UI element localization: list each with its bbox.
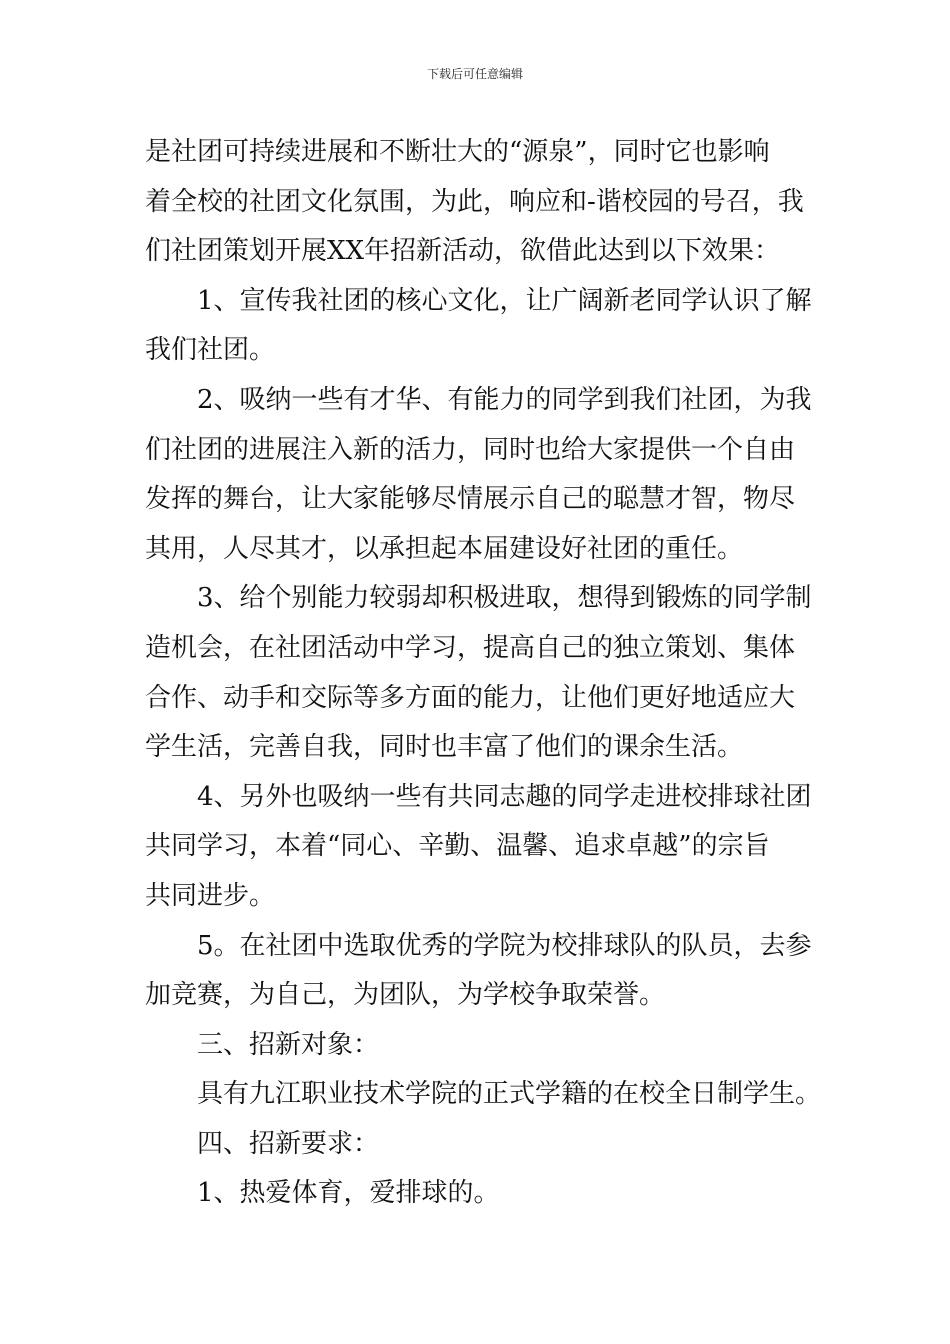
paragraph-start-line: 2、吸纳一些有才华、有能力的同学到我们社团，为我: [197, 384, 812, 415]
text-line: 共同进步。: [145, 880, 276, 911]
text-line: 们社团策划开展XX年招新活动，欲借此达到以下效果：: [145, 236, 781, 267]
paragraph-start-line: 5。在社团中选取优秀的学院为校排球队的队员，去参: [197, 930, 812, 961]
text-line: 加竞赛，为自己，为团队，为学校争取荣誉。: [145, 980, 666, 1011]
text-line: 是社团可持续进展和不断壮大的“源泉”，同时它也影响: [145, 137, 770, 167]
text-line: 其用，人尽其才，以承担起本届建设好社团的重任。: [145, 533, 744, 564]
text-line: 共同学习，本着“同心、辛勤、温馨、追求卓越”的宗旨: [145, 831, 770, 862]
page-header-note: 下载后可任意编辑: [426, 67, 523, 81]
paragraph-start-line: 1、热爱体育，爱排球的。: [197, 1178, 500, 1209]
text-line: 造机会，在社团活动中学习，提高自己的独立策划、集体: [145, 632, 796, 663]
text-line: 学生活，完善自我，同时也丰富了他们的课余生活。: [145, 732, 744, 763]
paragraph-start-line: 4、另外也吸纳一些有共同志趣的同学走进校排球社团: [197, 781, 812, 812]
section-heading: 三、招新对象：: [197, 1029, 380, 1060]
text-line: 我们社团。: [145, 335, 276, 366]
section-heading: 四、招新要求：: [197, 1128, 380, 1159]
text-line: 们社团的进展注入新的活力，同时也给大家提供一个自由: [145, 434, 796, 465]
paragraph-start-line: 3、给个别能力较弱却积极进取，想得到锻炼的同学制: [197, 583, 812, 614]
text-line: 着全校的社团文化氛围，为此，响应和-谐校园的号召，我: [145, 186, 804, 217]
text-line: 合作、动手和交际等多方面的能力，让他们更好地适应大: [145, 682, 796, 713]
paragraph-start-line: 1、宣传我社团的核心文化，让广阔新老同学认识了解: [197, 285, 812, 316]
paragraph-start-line: 具有九江职业技术学院的正式学籍的在校全日制学生。: [197, 1079, 822, 1110]
text-line: 发挥的舞台，让大家能够尽情展示自己的聪慧才智，物尽: [145, 484, 796, 515]
document-body: [145, 128, 822, 1219]
